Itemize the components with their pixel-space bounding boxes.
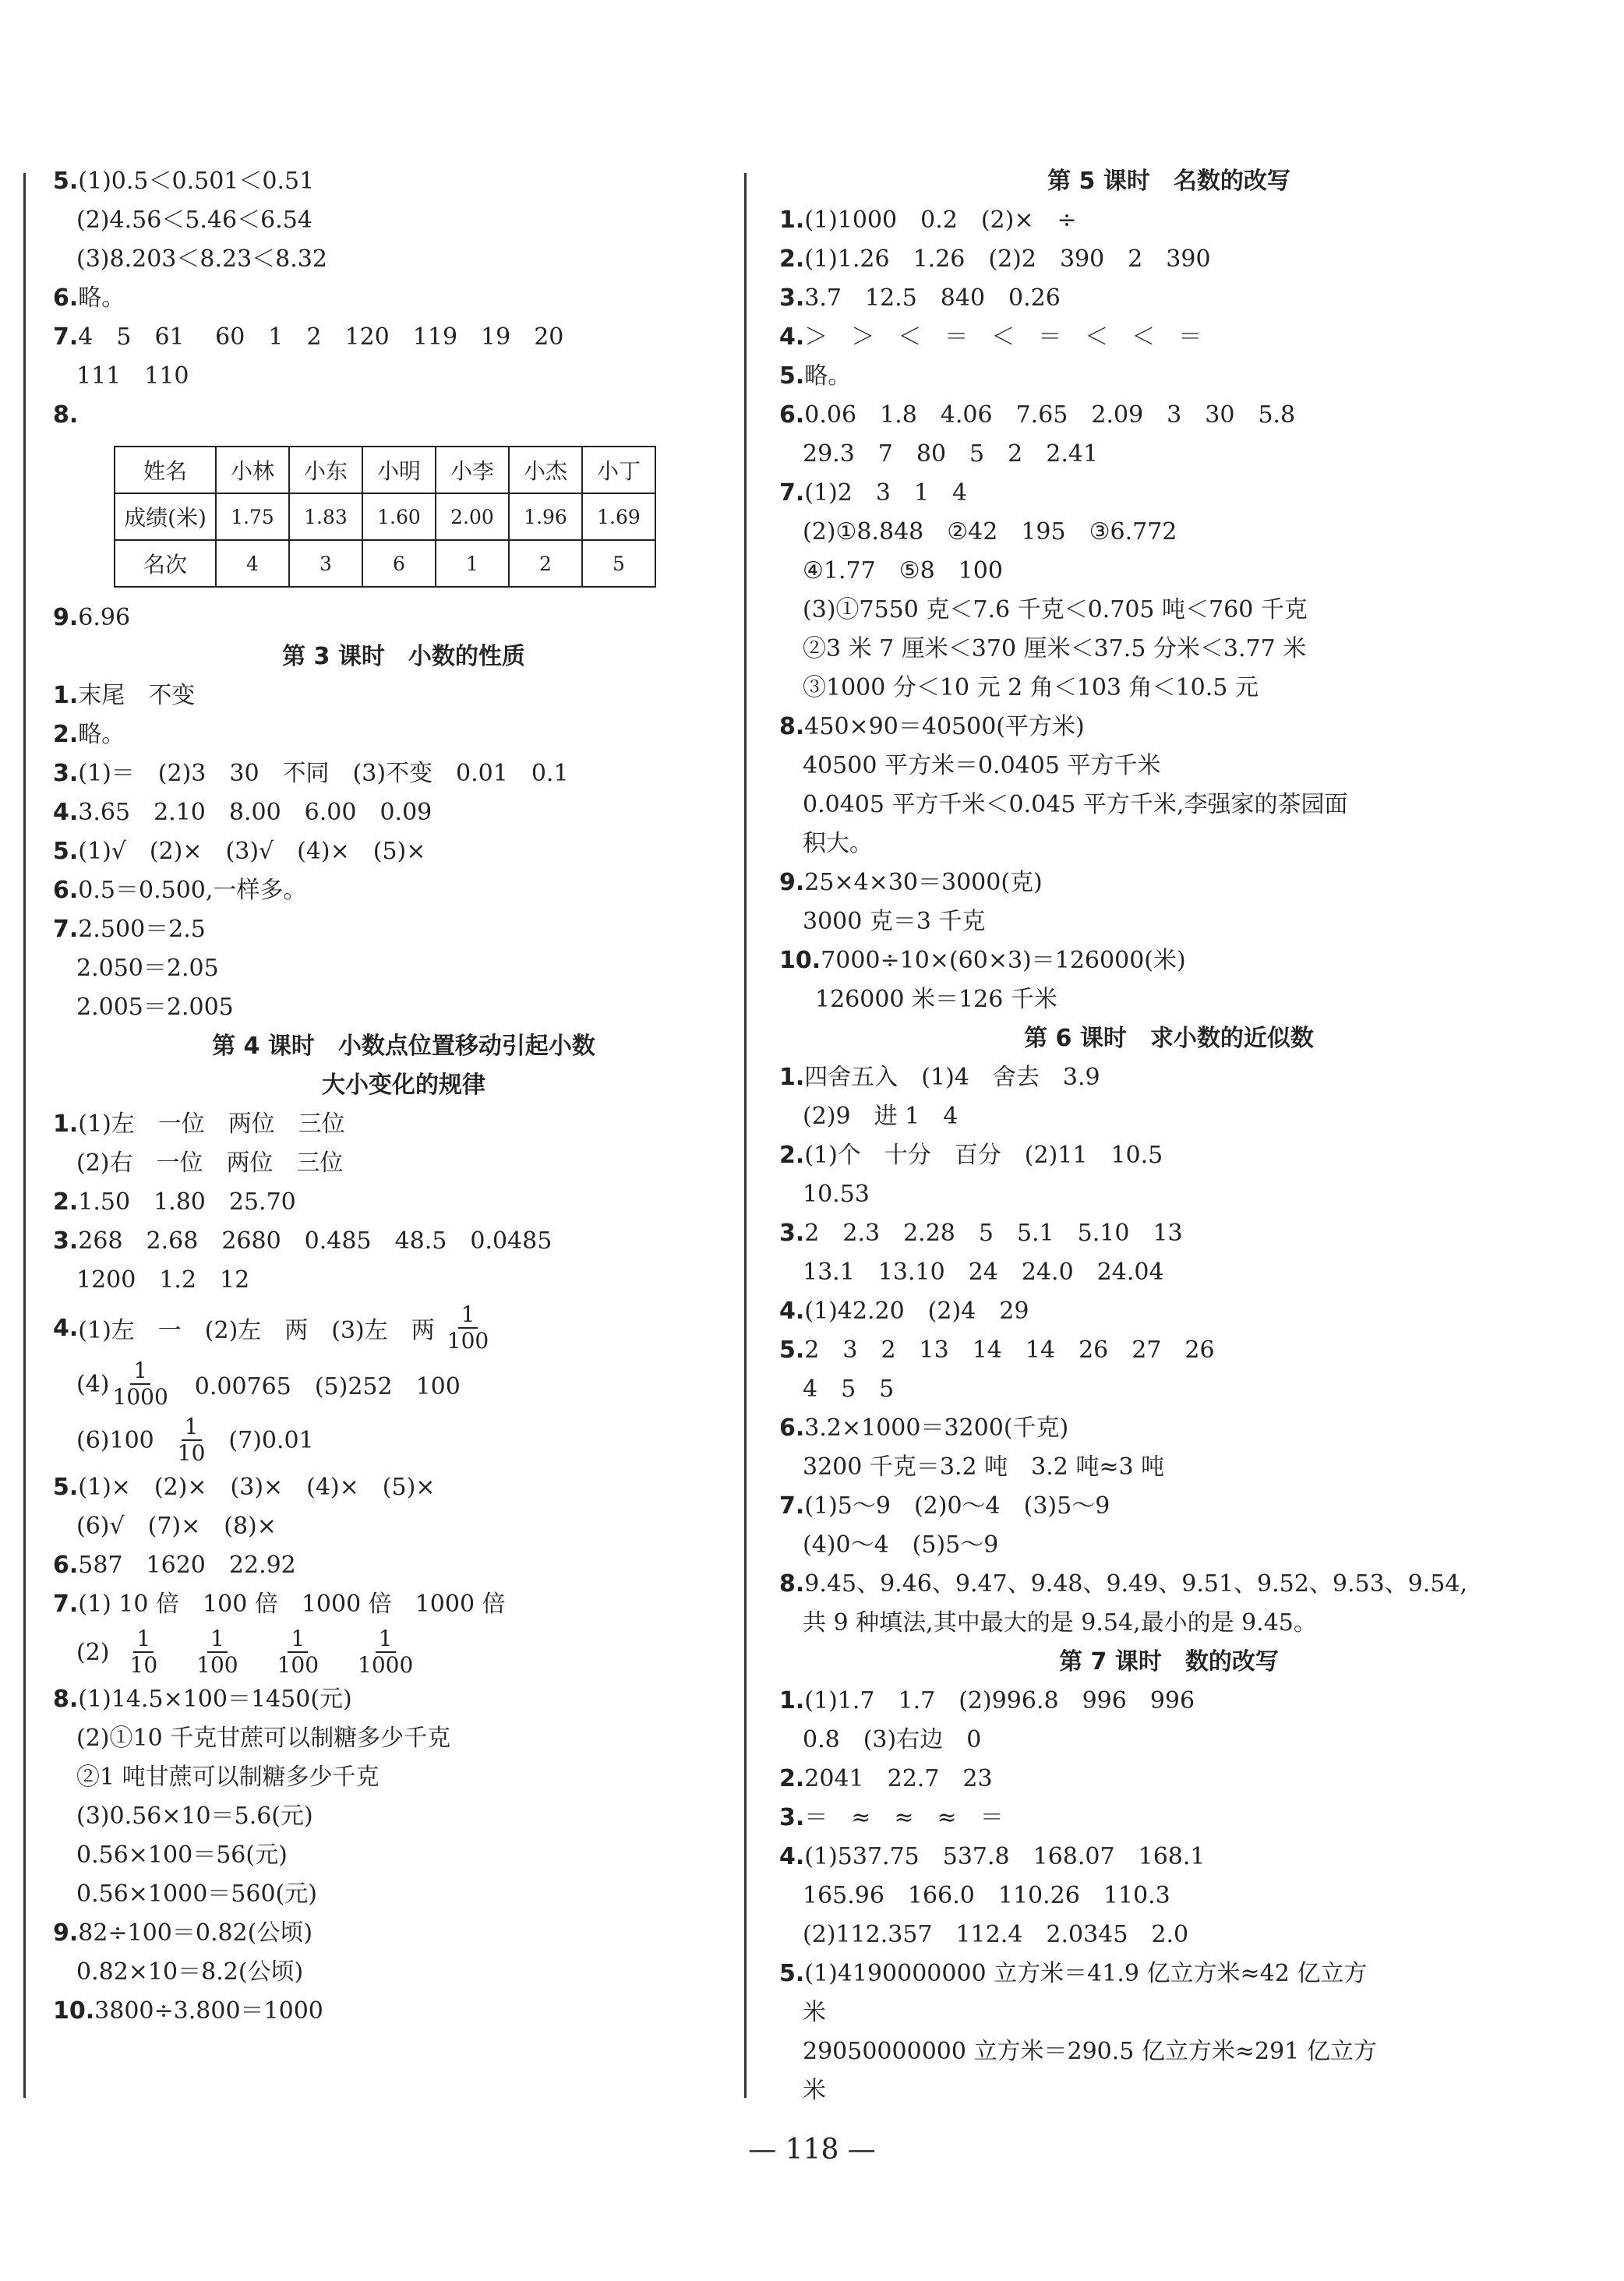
answer-line: 8.450×90＝40500(平方米): [779, 713, 1085, 740]
answer-line: 0.8 (3)右边 0: [803, 1726, 982, 1753]
table-cell: 1.69: [582, 493, 655, 540]
answer-line: 5.(1)4190000000 立方米＝41.9 亿立方米≈42 亿立方: [779, 1960, 1368, 1987]
answer-line: 5.2 3 2 13 14 14 26 27 26: [779, 1336, 1215, 1364]
answer-line: 7.(1)5～9 (2)0～4 (3)5～9: [779, 1492, 1110, 1520]
answer-line: 2.略。: [53, 721, 125, 748]
section-heading: 第 3 课时 小数的性质: [282, 643, 525, 670]
answer-line: (3)8.203＜8.23＜8.32: [76, 245, 327, 273]
answer-line: 1.(1)1000 0.2 (2)× ÷: [779, 207, 1077, 234]
answer-line: 3.3.7 12.5 840 0.26: [779, 284, 1061, 312]
answer-line: 1.末尾 不变: [53, 682, 196, 709]
answer-line: 8.(1)14.5×100＝1450(元): [53, 1686, 352, 1713]
answer-line: 3200 千克＝3.2 吨 3.2 吨≈3 吨: [803, 1453, 1165, 1481]
table-cell: 2: [509, 540, 582, 587]
answer-line: 6.3.2×1000＝3200(千克): [779, 1414, 1069, 1442]
answer-line: 2.005＝2.005: [76, 994, 234, 1021]
score-table: [114, 446, 656, 588]
answer-line: 积大。: [803, 830, 873, 857]
answer-line: 共 9 种填法,其中最大的是 9.54,最小的是 9.45。: [803, 1609, 1317, 1637]
section-heading: 第 4 课时 小数点位置移动引起小数: [212, 1033, 595, 1060]
table-row: [115, 540, 655, 587]
fraction: $\frac{1}{100}$: [277, 1626, 320, 1678]
table-cell: 1.60: [362, 493, 436, 540]
table-cell: 6: [362, 540, 436, 587]
answer-line: (2)4.56＜5.46＜6.54: [76, 207, 312, 234]
answer-line: 3.＝ ≈ ≈ ≈ ＝: [779, 1804, 1004, 1831]
section-heading: 第 6 课时 求小数的近似数: [1024, 1025, 1314, 1052]
page-number: — 118 —: [748, 2134, 876, 2166]
answer-line: 7.(1)2 3 1 4: [779, 479, 968, 507]
fraction: $\frac{1}{100}$: [447, 1301, 489, 1354]
answer-line: 7.(1) 10 倍 100 倍 1000 倍 1000 倍: [53, 1591, 506, 1618]
answer-line: ③1000 分＜10 元 2 角＜103 角＜10.5 元: [803, 674, 1259, 701]
answer-line: 2.(1)1.26 1.26 (2)2 390 2 390: [779, 245, 1211, 273]
answer-line: 40500 平方米＝0.0405 平方千米: [803, 752, 1161, 779]
answer-line: 10.3800÷3.800＝1000: [53, 1997, 323, 2025]
answer-line: (4)0～4 (5)5～9: [803, 1531, 999, 1559]
answer-line: 3000 克＝3 千克: [803, 908, 986, 935]
answer-line: (2)112.357 112.4 2.0345 2.0: [803, 1921, 1189, 1948]
answer-line: (3)0.56×10＝5.6(元): [76, 1803, 313, 1830]
answer-line: 5.(1)√ (2)× (3)√ (4)× (5)×: [53, 838, 426, 865]
answer-line: 1200 1.2 12: [76, 1266, 250, 1294]
answer-line: 29.3 7 80 5 2 2.41: [803, 440, 1099, 468]
answer-line: (4) $\frac{1}{1000}$ 0.00765 (5)252 100: [76, 1358, 461, 1410]
answer-line: 13.1 13.10 24 24.0 24.04: [803, 1259, 1164, 1286]
answer-line: 111 110: [76, 362, 189, 390]
table-cell: 4: [216, 540, 289, 587]
table-cell: 小杰: [509, 447, 582, 493]
table-row: [115, 493, 655, 540]
answer-line: 5.略。: [779, 362, 852, 390]
answer-line: 1.(1)左 一位 两位 三位: [53, 1110, 345, 1138]
answer-line: 4.(1)537.75 537.8 168.07 168.1: [779, 1843, 1206, 1870]
answer-line: (3)①7550 克＜7.6 千克＜0.705 吨＜760 千克: [803, 596, 1308, 623]
section-heading: 第 5 课时 名数的改写: [1047, 168, 1290, 195]
answer-line: 9.82÷100＝0.82(公顷): [53, 1919, 313, 1947]
answer-line: 2.050＝2.05: [76, 955, 219, 982]
answer-line: 米: [803, 1999, 826, 2026]
table-cell: 小李: [436, 447, 509, 493]
answer-line: 6.587 1620 22.92: [53, 1552, 296, 1579]
answer-line: 29050000000 立方米＝290.5 亿立方米≈291 亿立方: [803, 2038, 1377, 2065]
answer-line: 4. (1)左 一 (2)左 两 (3)左 两 $\frac{1}{100}$: [53, 1300, 754, 1356]
answer-line: 7.2.500＝2.5: [53, 916, 206, 943]
answer-line: (2)①10 千克甘蔗可以制糖多少千克: [76, 1725, 451, 1752]
answer-line: 米: [803, 2077, 826, 2104]
table-cell: 1.96: [509, 493, 582, 540]
table-cell: 3: [289, 540, 362, 587]
table-cell: 2.00: [436, 493, 509, 540]
answer-line: 0.56×1000＝560(元): [76, 1880, 317, 1908]
table-cell: 小林: [216, 447, 289, 493]
fraction: $\frac{1}{10}$: [129, 1626, 158, 1678]
table-cell: 成绩(米): [115, 493, 216, 540]
answer-line: (2)①8.848 ②42 195 ③6.772: [803, 518, 1177, 546]
answer-line: 10.53: [803, 1181, 870, 1208]
answer-line: 3.2 2.3 2.28 5 5.1 5.10 13: [779, 1220, 1183, 1247]
answer-line: (2) $\frac{1}{10}$ $\frac{1}{100}$ $\frac{1}{100}$ $\frac{1}{1000}$: [53, 1624, 754, 1680]
answer-line: 4 5 5: [803, 1375, 895, 1403]
fraction: $\frac{1}{1000}$: [112, 1358, 168, 1410]
fraction: $\frac{1}{10}$: [177, 1414, 206, 1466]
answer-line: 6.0.06 1.8 4.06 7.65 2.09 3 30 5.8: [779, 401, 1296, 429]
fraction: $\frac{1}{100}$: [196, 1626, 238, 1678]
section-heading: 第 7 课时 数的改写: [1059, 1648, 1279, 1675]
answer-line: 1.(1)1.7 1.7 (2)996.8 996 996: [779, 1687, 1195, 1714]
answer-line: 4.3.65 2.10 8.00 6.00 0.09: [53, 799, 432, 826]
table-cell: 1.83: [289, 493, 362, 540]
answer-line: 4.＞ ＞ ＜ ＝ ＜ ＝ ＜ ＜ ＝: [779, 323, 1202, 351]
answer-line: 0.82×10＝8.2(公顷): [76, 1958, 304, 1986]
answer-line: 6.略。: [53, 284, 125, 312]
table-cell: 1: [436, 540, 509, 587]
answer-line: 7.4 5 61 60 1 2 120 119 19 20: [53, 323, 564, 351]
answer-line: 2.2041 22.7 23: [779, 1765, 993, 1792]
answer-line: 9.6.96: [53, 604, 131, 631]
answer-line: ④1.77 ⑤8 100: [803, 557, 1003, 584]
table-cell: 名次: [115, 540, 216, 587]
answer-line: 6.0.5＝0.500,一样多。: [53, 877, 307, 904]
table-cell: 小明: [362, 447, 436, 493]
answer-line: (2)9 进 1 4: [803, 1103, 959, 1130]
fraction: $\frac{1}{1000}$: [358, 1626, 414, 1678]
answer-line: (6)√ (7)× (8)×: [76, 1513, 277, 1540]
table-cell: 1.75: [216, 493, 289, 540]
answer-line: 10.7000÷10×(60×3)＝126000(米): [779, 947, 1186, 974]
section-heading: 大小变化的规律: [322, 1072, 485, 1099]
answer-line: 5.(1)0.5＜0.501＜0.51: [53, 168, 315, 195]
answer-line: ②3 米 7 厘米＜370 厘米＜37.5 分米＜3.77 米: [803, 635, 1307, 662]
answer-line: 165.96 166.0 110.26 110.3: [803, 1882, 1170, 1909]
answer-line: (6)100 $\frac{1}{10}$ (7)0.01: [76, 1414, 314, 1466]
table-cell: 小东: [289, 447, 362, 493]
answer-line: 5.(1)× (2)× (3)× (4)× (5)×: [53, 1474, 436, 1501]
table-cell: 5: [582, 540, 655, 587]
answer-line: 2.1.50 1.80 25.70: [53, 1188, 296, 1216]
answer-line: 126000 米＝126 千米: [815, 986, 1057, 1013]
left-column: [53, 162, 754, 2031]
answer-line: 3.268 2.68 2680 0.485 48.5 0.0485: [53, 1227, 553, 1255]
left-margin-rule: [23, 173, 26, 2098]
answer-line: 4.(1)42.20 (2)4 29: [779, 1298, 1029, 1325]
table-cell: 小丁: [582, 447, 655, 493]
answer-line: (2)右 一位 两位 三位: [76, 1149, 344, 1177]
answer-line: 0.0405 平方千米＜0.045 平方千米,李强家的茶园面: [803, 791, 1348, 818]
answer-line: ②1 吨甘蔗可以制糖多少千克: [76, 1764, 380, 1791]
answer-line: 0.56×100＝56(元): [76, 1841, 288, 1869]
right-column: [779, 162, 1559, 2110]
answer-line: 8.9.45、9.46、9.47、9.48、9.49、9.51、9.52、9.53、9.54,: [779, 1570, 1467, 1598]
answer-line: 2.(1)个 十分 百分 (2)11 10.5: [779, 1142, 1163, 1169]
answer-line: 8.: [53, 401, 79, 429]
table-row: [115, 447, 655, 493]
answer-line: 1.四舍五入 (1)4 舍去 3.9: [779, 1064, 1100, 1091]
answer-line: 9.25×4×30＝3000(克): [779, 869, 1043, 896]
answer-line: 3.(1)＝ (2)3 30 不同 (3)不变 0.01 0.1: [53, 760, 569, 787]
table-cell: 姓名: [115, 447, 216, 493]
